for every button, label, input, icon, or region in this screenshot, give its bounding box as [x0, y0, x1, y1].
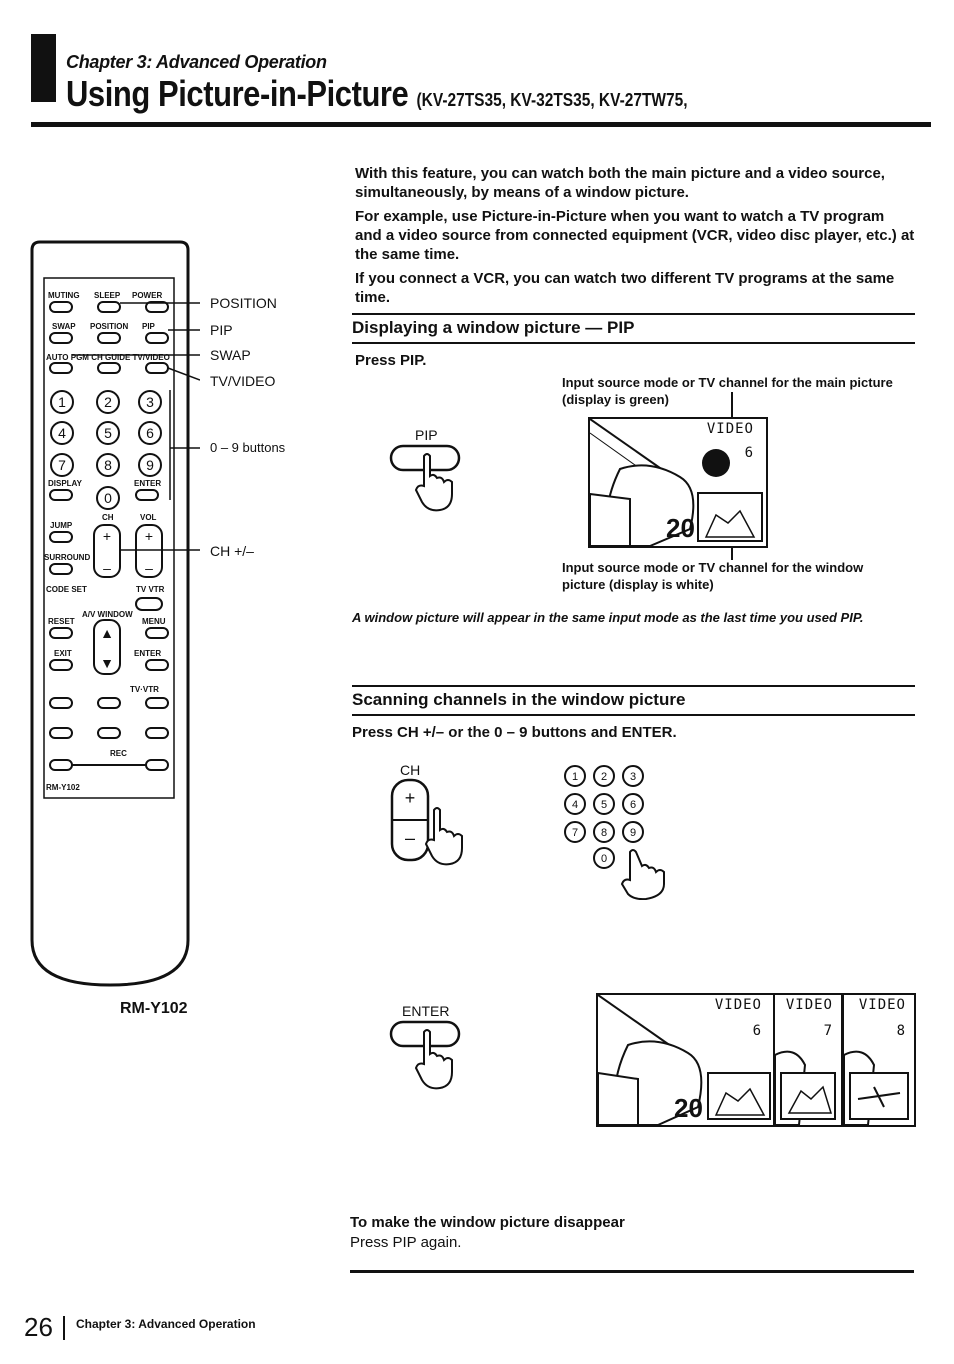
enter-label: ENTER [402, 1003, 450, 1019]
scene-illustration [775, 995, 841, 1125]
remote-control-illustration [20, 240, 200, 990]
pip-button-press-illustration [388, 442, 464, 514]
callout-position: POSITION [210, 295, 277, 311]
disappear-text: Press PIP again. [350, 1234, 462, 1251]
screen-channel-label: 6 [744, 445, 754, 461]
svg-text:4: 4 [58, 425, 66, 441]
footer-separator [63, 1316, 65, 1340]
svg-text:7: 7 [58, 457, 66, 473]
svg-text:RM-Y102: RM-Y102 [46, 783, 80, 792]
chapter-marker-bar [31, 34, 56, 102]
svg-text:POWER: POWER [132, 291, 163, 300]
svg-text:REC: REC [110, 749, 127, 758]
svg-text:A/V WINDOW: A/V WINDOW [82, 610, 133, 619]
svg-text:20: 20 [674, 1093, 703, 1123]
svg-text:AUTO PGM CH GUIDE TV/VIDEO: AUTO PGM CH GUIDE TV/VIDEO [46, 353, 170, 362]
svg-text:PIP: PIP [142, 322, 155, 331]
number-keypad-illustration [560, 760, 680, 900]
svg-text:MENU: MENU [142, 617, 166, 626]
digit-6: 6 [629, 799, 637, 811]
digit-3: 3 [629, 771, 637, 783]
tv-screen-channel-6 [596, 993, 776, 1127]
digit-7: 7 [571, 827, 579, 839]
callout-number-buttons: 0 – 9 buttons [210, 440, 286, 455]
callout-swap: SWAP [210, 347, 251, 363]
intro-paragraph-3: If you connect a VCR, you can watch two different TV programs at the same time. [355, 270, 895, 306]
title-text: Using Picture-in-Picture [66, 73, 409, 114]
remote-model-label: RM-Y102 [120, 1000, 188, 1017]
svg-text:RESET: RESET [48, 617, 75, 626]
footer-chapter: Chapter 3: Advanced Operation [76, 1317, 256, 1331]
screen-input-label: VIDEO [706, 421, 754, 437]
screen-channel-label: 6 [752, 1023, 762, 1039]
screen-channel-label: 7 [823, 1023, 833, 1039]
svg-text:EXIT: EXIT [54, 649, 72, 658]
svg-text:SLEEP: SLEEP [94, 291, 121, 300]
intro-paragraph-2: For example, use Picture-in-Picture when you want to watch a TV program and a video source from connected equipment (VCR, video disc player, etc.) at the same time. [355, 208, 915, 263]
svg-text:+: + [144, 528, 154, 544]
page-number: 26 [24, 1312, 53, 1342]
football-scene-illustration [598, 995, 774, 1125]
digit-9: 9 [629, 827, 637, 839]
pip-button-label: PIP [415, 427, 438, 443]
svg-text:0: 0 [104, 490, 112, 506]
scan-instruction: Press CH +/– or the 0 – 9 buttons and ENTER. [352, 724, 677, 741]
ch-label: CH [400, 762, 421, 778]
svg-text:SWAP: SWAP [52, 322, 76, 331]
svg-text:VOL: VOL [140, 513, 157, 522]
intro-paragraph-1: With this feature, you can watch both the main picture and a video source, simultaneously, by means of a window picture. [355, 165, 885, 201]
ch-rocker-press-illustration [388, 776, 480, 868]
svg-text:–: – [103, 560, 111, 576]
title-rule [31, 122, 931, 127]
note-main-picture: Input source mode or TV channel for the main picture (display is green) [562, 375, 893, 407]
svg-text:1: 1 [58, 394, 66, 410]
svg-text:6: 6 [146, 425, 154, 441]
svg-text:–: – [145, 560, 153, 576]
tv-screen-pip-example [588, 417, 768, 548]
enter-button-press-illustration [388, 1018, 464, 1094]
digit-2: 2 [600, 771, 608, 783]
svg-text:20: 20 [666, 513, 695, 543]
svg-text:MUTING: MUTING [48, 291, 80, 300]
note-window-picture: Input source mode or TV channel for the window picture (display is white) [562, 560, 864, 592]
screen-channel-label: 8 [896, 1023, 906, 1039]
svg-text:▲: ▲ [100, 625, 114, 641]
svg-text:DISPLAY: DISPLAY [48, 479, 82, 488]
digit-0: 0 [600, 853, 608, 865]
digit-8: 8 [600, 827, 608, 839]
svg-text:+: + [404, 788, 416, 808]
tv-screen-channel-8 [842, 993, 916, 1127]
svg-text:2: 2 [104, 394, 112, 410]
callout-ch: CH +/– [210, 543, 254, 559]
svg-text:3: 3 [146, 394, 154, 410]
svg-text:5: 5 [104, 425, 112, 441]
digit-1: 1 [571, 771, 579, 783]
svg-text:+: + [102, 528, 112, 544]
football-scene-illustration [590, 419, 766, 546]
svg-text:JUMP: JUMP [50, 521, 73, 530]
page-title [66, 73, 688, 115]
svg-text:ENTER: ENTER [134, 649, 162, 658]
section-heading-pip: Displaying a window picture — PIP [352, 313, 915, 344]
screen-input-label: VIDEO [785, 997, 833, 1013]
callout-pip: PIP [210, 322, 233, 338]
section-heading-scan: Scanning channels in the window picture [352, 685, 915, 716]
svg-text:–: – [404, 828, 416, 848]
svg-text:ENTER: ENTER [134, 479, 162, 488]
scene-illustration [844, 995, 914, 1125]
svg-text:▼: ▼ [100, 655, 114, 671]
svg-text:TV·VTR: TV·VTR [130, 685, 159, 694]
disappear-heading: To make the window picture disappear [350, 1214, 625, 1231]
svg-text:POSITION: POSITION [90, 322, 129, 331]
callout-tv-video: TV/VIDEO [210, 373, 276, 389]
digit-4: 4 [571, 799, 579, 811]
svg-text:CODE SET: CODE SET [46, 585, 87, 594]
svg-text:TV VTR: TV VTR [136, 585, 165, 594]
svg-text:SURROUND: SURROUND [44, 553, 91, 562]
svg-text:9: 9 [146, 457, 154, 473]
screen-input-label: VIDEO [858, 997, 906, 1013]
bottom-rule [350, 1270, 914, 1273]
svg-text:8: 8 [104, 457, 112, 473]
digit-5: 5 [600, 799, 608, 811]
pip-instruction: Press PIP. [355, 352, 427, 369]
pip-tip: A window picture will appear in the same input mode as the last time you used PIP. [352, 610, 864, 625]
chapter-label: Chapter 3: Advanced Operation [66, 52, 327, 72]
tv-screen-channel-7 [773, 993, 843, 1127]
title-models: (KV-27TS35, KV-32TS35, KV-27TW75, [416, 90, 688, 110]
svg-text:CH: CH [102, 513, 114, 522]
screen-input-label: VIDEO [714, 997, 762, 1013]
